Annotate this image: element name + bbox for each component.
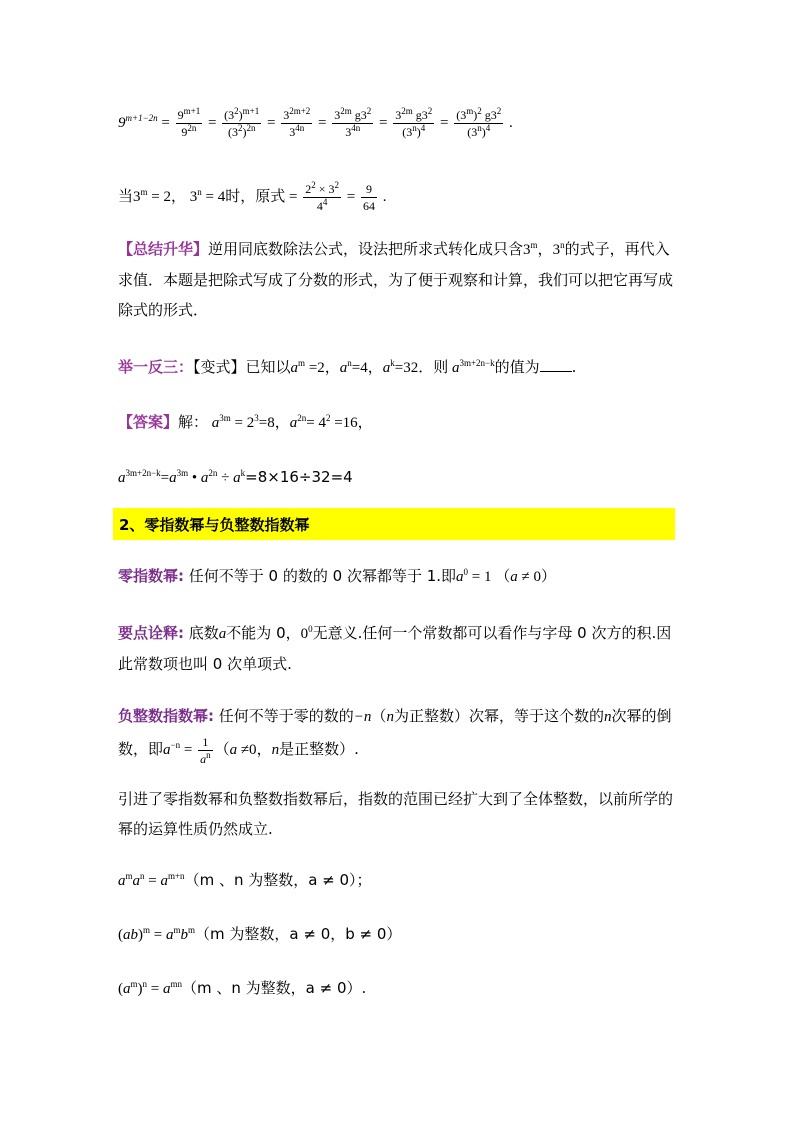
key-point-label: 要点诠释:	[118, 624, 184, 642]
variant-label: 举一反三：	[118, 358, 194, 376]
zero-exponent-label: 零指数幂:	[118, 567, 184, 585]
rule-power-of-power: $(a^m)^n = a^{mn}(m$ 、n 为整数，a ≠ 0）.	[118, 979, 367, 997]
rule-power-of-product: $(ab)^m = a^mb^m(m$ 为整数，a ≠ 0，b ≠ 0）	[118, 925, 402, 943]
key-point-paragraph: 要点诠释: 底数a不能为 0，$0^0$无意义.任何一个常数都可以看作与字母 0 次方的积.因此常数项也叫 0 次单项式.	[118, 624, 672, 673]
summary-label: 【总结升华】	[118, 240, 209, 258]
section-banner	[113, 508, 675, 540]
extension-paragraph: 引进了零指数幂和负整数指数幂后，指数的范围已经扩大到了全体整数，以前所学的幂的运算性质仍然成立.	[118, 790, 674, 838]
answer-blank	[540, 357, 572, 372]
answer-label: 【答案】	[118, 413, 179, 431]
substitution-line: 当$3^m = 2$， $3^n = 4$时，原式 = $\frac{2^2 \times 3^2}{4^4}$ = $\frac{9}{64}$ .	[118, 180, 387, 213]
negative-exponent-def: 负整数指数幂: 任何不等于零的数的−n（n为正整数）次幂，等于这个数的n次幂的倒数，即$a^{-n}$ = $\frac{1}{a^n}$ （a ≠0，n是正整数）.	[118, 707, 672, 767]
summary-paragraph: 【总结升华】逆用同底数除法公式，设法把所求式转化成只含3$^m$，3$^n$的式子，再代入求值．本题是把除式写成了分数的形式，为了便于观察和计算，我们可以把它再写成除式的形式．	[118, 240, 674, 319]
answer-final-line: $a^{3m+2n-k}=a^{3m}$ • $a^{2n} \div a^k=8\times 16\div 32=4$	[118, 468, 353, 486]
rule-product: $a^ma^n = a^{m+n}(m$ 、n 为整数，a ≠ 0）；	[118, 871, 372, 889]
answer-line: 【答案】解： $a^{3m} = 2^3=8$，$a^{2n}= 4^2 =16$，	[118, 413, 373, 431]
section-title: 2、零指数幂与负整数指数幂	[119, 516, 310, 534]
negative-exponent-label: 负整数指数幂:	[118, 707, 214, 725]
equation-chain: $9^{m+1-2n}$ = $\frac{9^{m+1}}{9^{2n}}$ = $\frac{(3^2)^{m+1}}{(3^2)^{2n}}$ = $\frac{3^{2m+2}}{3^{4n}}$ = $\frac{3^{2m} g3^2}{3^{4n}}$ = $\frac{3^{2m} g3^2}{(3^n)^4}$ = $\frac{(3^m)^2 g3^2}{(3^n)^4}$ .	[118, 106, 513, 139]
zero-exponent-def: 零指数幂: 任何不等于 0 的数的 0 次幂都等于 1.即$a^0 = 1$ （a ≠ 0）	[118, 567, 557, 585]
variant-question: 举一反三：【变式】已知以$a^m =2$，$a^n=4$，$a^k=32$．则 $a^{3m+2n-k}$的值为 .	[118, 358, 577, 376]
